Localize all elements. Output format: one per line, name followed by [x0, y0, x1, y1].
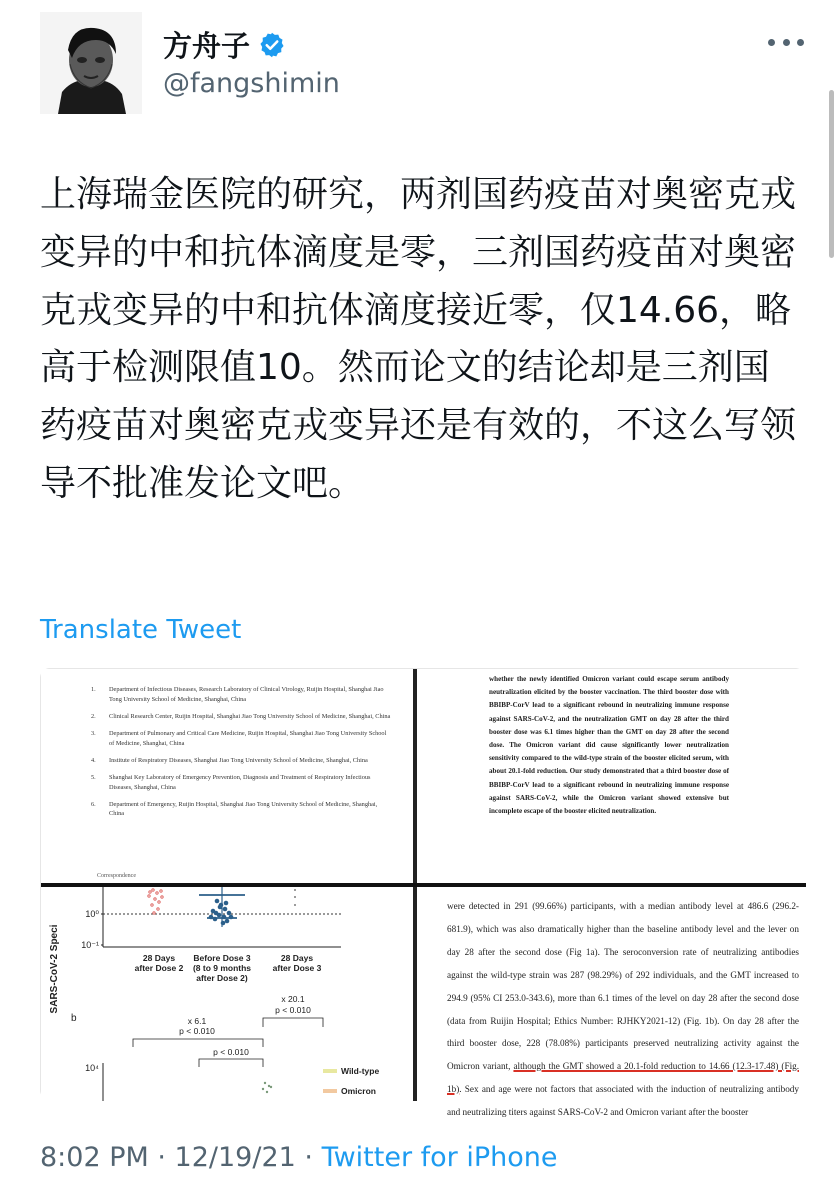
- data-point-wave2: [224, 901, 229, 906]
- antibody-chart: [41, 887, 413, 1101]
- comparison-p-label: p < 0.010: [179, 1026, 215, 1036]
- data-point-wave2: [221, 921, 226, 926]
- data-point-wave1: [157, 908, 159, 910]
- affiliation-item: [91, 685, 391, 704]
- x-tick-label: [273, 953, 322, 973]
- avatar-photo: [40, 12, 142, 114]
- dot-icon: [783, 39, 790, 46]
- y-tick-label: 10⁻¹: [81, 940, 99, 950]
- author-name-row[interactable]: [163, 24, 286, 65]
- verified-badge-icon: [258, 31, 286, 59]
- avatar[interactable]: [40, 12, 142, 114]
- affiliations-list: [91, 685, 391, 827]
- affiliation-number: 1.: [91, 686, 96, 693]
- comparison-fold-label: x 20.1: [281, 994, 305, 1004]
- affiliation-text: Department of Infectious Diseases, Research Laboratory of Clinical Virology, Ruijin Hospital, Shanghai Jiao Tong University School of Medicine, Shanghai, China: [109, 686, 384, 703]
- data-point-wave1: [151, 904, 153, 906]
- data-point-wave2: [227, 911, 232, 916]
- x-tick-label-line: after Dose 3: [272, 963, 322, 973]
- dot-icon: [797, 39, 804, 46]
- comparison-bracket: [199, 1059, 263, 1067]
- legend-label: Wild-type: [341, 1066, 380, 1076]
- data-point-wave1: [158, 901, 160, 903]
- data-point-wave2: [215, 899, 220, 904]
- results-text-after: . Sex and age were not factors that associated with the induction of neutralizing antibody and neutralizing titers against SARS-CoV-2 and Omicron variant after the booster: [447, 1084, 799, 1118]
- affiliations-panel: [41, 669, 413, 883]
- results-text: [447, 895, 799, 1124]
- data-point-wave1: [149, 891, 151, 893]
- panel-label: b: [71, 1013, 77, 1024]
- comparison-p-label: p < 0.010: [213, 1047, 249, 1057]
- data-point-b: [270, 1086, 272, 1088]
- abstract-text: whether the newly identified Omicron variant could escape serum antibody neutralization elicited by the booster vaccination. The third booster dose with BBIBP-CorV lead to a significant rebound in neutralizing immune response against SARS-CoV-2, and the neutralization GMT on day 28 after the third booster dose was 6.1 times higher than the GMT on day 28 after the second dose. The Omicron variant did cause significantly lower neutralization sensitivity compared to the wild-type strain of the booster elicited serum, with about 20.1-fold reduction. Our study demonstrated that a third booster dose of BBIBP-CorV lead to a significant rebound in neutralizing immune response against SARS-CoV-2, while the Omicron variant showed extensive but incomplete escape of the booster elicited neutralization.: [489, 675, 729, 816]
- data-point-wave2: [209, 915, 214, 920]
- data-point-wave2: [214, 911, 219, 916]
- tweet-meta: [40, 1142, 557, 1173]
- data-point-wave3: [294, 904, 296, 906]
- comparison-fold-label: x 6.1: [187, 1016, 207, 1026]
- data-point-wave1: [160, 890, 162, 892]
- affiliation-text: Shanghai Key Laboratory of Emergency Prevention, Diagnosis and Treatment of Respiratory Infectious Diseases, Shanghai, China: [109, 773, 371, 791]
- data-point-b: [266, 1091, 268, 1093]
- data-point-wave1: [152, 889, 154, 891]
- x-tick-label: [135, 953, 184, 973]
- results-panel: [417, 887, 806, 1118]
- legend-swatch-wild-type: [323, 1069, 337, 1073]
- legend-swatch-omicron: [323, 1089, 337, 1093]
- affiliation-number: 3.: [91, 729, 96, 737]
- meta-separator: ·: [148, 1142, 175, 1173]
- translate-tweet-link[interactable]: Translate Tweet: [40, 615, 242, 645]
- affiliation-text: Clinical Research Center, Ruijin Hospital, Shanghai Jiao Tong University School of Medicine, Shanghai, China: [109, 712, 391, 720]
- affiliation-text: Institute of Respiratory Diseases, Shanghai Jiao Tong University School of Medicine, Shanghai, China: [109, 756, 368, 764]
- comparison-p-label: p < 0.010: [275, 1005, 311, 1015]
- tweet-text: 上海瑞金医院的研究，两剂国药疫苗对奥密克戎变异的中和抗体滴度是零，三剂国药疫苗对奥密克戎变异的中和抗体滴度接近零，仅14.66，略高于检测限值10。然而论文的结论却是三剂国药疫苗对奥密克戎变异还是有效的，不这么写领导不批准发论文吧。: [40, 174, 797, 504]
- y-tick-label: 10⁰: [85, 909, 99, 919]
- data-point-b: [264, 1082, 266, 1084]
- comparison-bracket: [263, 1018, 323, 1027]
- affiliation-item: [91, 756, 391, 766]
- affiliation-text: Department of Pulmonary and Critical Care Medicine, Ruijin Hospital, Shanghai Jiao Tong University School of Medicine, Shanghai, China: [109, 729, 387, 747]
- author-name[interactable]: 方舟子: [163, 29, 251, 63]
- data-point-wave1: [154, 898, 156, 900]
- affiliation-number: 2.: [91, 712, 96, 720]
- tweet-time[interactable]: 8:02 PM: [40, 1142, 149, 1173]
- x-tick-label-line: after Dose 2): [196, 973, 248, 983]
- affiliation-number: 4.: [91, 756, 96, 764]
- data-point-wave3: [294, 896, 296, 898]
- data-point-wave3: [294, 889, 296, 891]
- results-highlight: although the GMT showed a 20.1-fold reduction to 14.66 (12.3-17.48) (Fig. 1b): [447, 1061, 800, 1095]
- data-point-wave2: [222, 915, 227, 920]
- media-divider-horizontal: [41, 883, 806, 887]
- tweet-source-link[interactable]: Twitter for iPhone: [321, 1142, 558, 1173]
- dot-icon: [768, 39, 775, 46]
- data-point-wave1: [156, 892, 158, 894]
- affiliation-text: Department of Emergency, Ruijin Hospital, Shanghai Jiao Tong University School of Medicine, Shanghai, China: [109, 800, 378, 818]
- data-point-wave2: [213, 917, 218, 922]
- x-tick-label-line: 28 Days: [142, 953, 176, 963]
- data-point-wave2: [229, 915, 234, 920]
- y-axis-label: SARS-CoV-2 Speci: [49, 924, 60, 1014]
- x-tick-label: [193, 953, 251, 983]
- meta-separator: ·: [295, 1142, 322, 1173]
- affiliation-item: [91, 729, 391, 748]
- data-point-wave2: [223, 907, 228, 912]
- data-point-wave2: [225, 919, 230, 924]
- data-point-wave1: [161, 896, 163, 898]
- comparison-bracket: [133, 1039, 263, 1047]
- affiliations-cut-text: Correspondence: [97, 873, 136, 879]
- x-tick-label-line: after Dose 2: [134, 963, 184, 973]
- figure-panel: [41, 887, 413, 1101]
- x-tick-label-line: Before Dose 3: [193, 953, 251, 963]
- x-tick-label-line: 28 Days: [280, 953, 314, 963]
- tweet-media[interactable]: [40, 668, 805, 1118]
- data-point-wave1: [148, 895, 150, 897]
- data-point-wave2: [218, 905, 223, 910]
- results-text-before: were detected in 291 (99.66%) participants, with a median antibody level at 486.6 (296.2-681.9), which was also dramatically higher than the baseline antibody level and the lever on day 28 after the second dose (Fig 1a). The seroconversion rate of neutralizing antibodies against the wild-type strain was 287 (98.29%) of 292 individuals, and the GMT increased to 294.9 (95% CI 253.0-343.6), more than 6.1 times of the level on day 28 after the second dose (data from Ruijin Hospital; Ethics Number: RJHKY2021-12) (Fig. 1b). On day 28 after the third booster dose, 228 (78.08%) participants preserved neutralizing activity against the Omicron variant,: [447, 901, 799, 1072]
- abstract-panel: [417, 669, 806, 883]
- legend-label: Omicron: [341, 1086, 376, 1096]
- scrollbar[interactable]: [829, 90, 834, 258]
- y-tick-label: 10⁴: [85, 1063, 99, 1073]
- tweet-date[interactable]: 12/19/21: [174, 1142, 296, 1173]
- affiliation-item: [91, 800, 391, 819]
- author-handle[interactable]: @fangshimin: [163, 68, 340, 99]
- x-tick-label-line: (8 to 9 months: [192, 963, 252, 973]
- affiliation-number: 5.: [91, 773, 96, 781]
- affiliation-number: 6.: [91, 800, 96, 808]
- data-point-b: [262, 1088, 264, 1090]
- affiliation-item: [91, 712, 391, 722]
- data-point-wave1: [153, 912, 155, 914]
- affiliation-item: [91, 773, 391, 792]
- more-options-icon[interactable]: [768, 30, 804, 54]
